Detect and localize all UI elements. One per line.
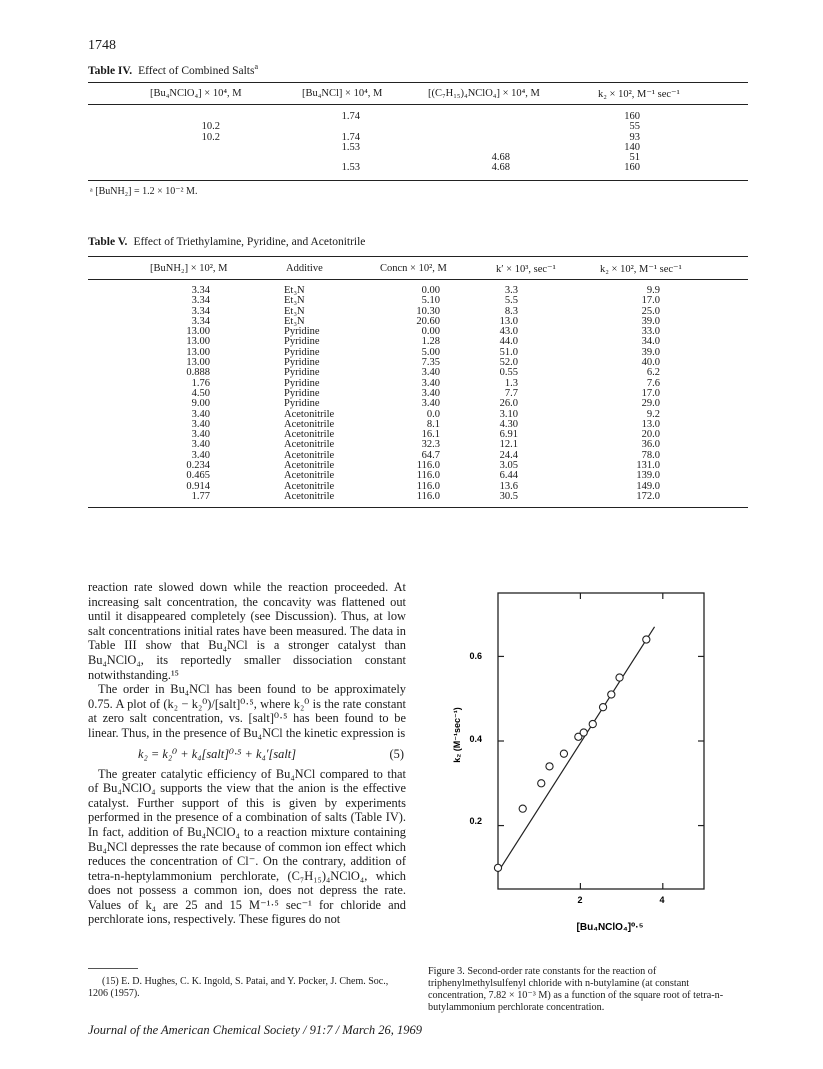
table5-header-1: [BuNH₂] × 10², M (150, 263, 228, 274)
data-point-4 (560, 750, 567, 757)
y-tick-label-0.2: 0.2 (469, 816, 482, 826)
table5-header-4: k′ × 10³, sec⁻¹ (496, 264, 556, 275)
y-axis-ticks (498, 656, 704, 825)
equation-text: k₂ = k₂⁰ + k₄[salt]⁰·⁵ + k₄′[salt] (138, 746, 297, 761)
data-point-0 (494, 864, 501, 871)
table4-col-k2: 160 55 93 140 51 160 (624, 111, 640, 174)
data-point-1 (519, 805, 526, 812)
table4-title: Effect of Combined Salts (138, 64, 255, 77)
table4-title-sup: a (254, 62, 259, 71)
y-tick-label-0.4: 0.4 (469, 734, 482, 744)
table5-header-5: k₂ × 10², M⁻¹ sec⁻¹ (600, 264, 682, 275)
equation-5 (88, 744, 406, 766)
table5-col-additive: Et₃N Et₃N Et₃N Et₃N Pyridine Pyridine Pyridine Pyridine Pyridine Pyridine Pyridine Pyridine Acetonitrile Acetonitrile Acetonitrile Acetonitrile Acetonitrile Acetonitrile Acetonitrile Acetonitrile Acetonitrile (284, 285, 335, 502)
data-point-10 (616, 674, 623, 681)
table5-label: Table V. (88, 236, 128, 248)
table5-col-k2: 9.9 17.0 25.0 39.0 33.0 34.0 39.0 40.0 6.2 7.6 17.0 29.0 9.2 13.0 20.0 36.0 78.0 131.0 139.0 149.0 172.0 (636, 285, 660, 502)
table5-header-2: Additive (286, 263, 323, 274)
table5-col-kprime: 3.3 5.5 8.3 13.0 43.0 44.0 51.0 52.0 0.55 1.3 7.7 26.0 3.10 4.30 6.91 12.1 24.4 3.05 6.44 13.6 30.5 (499, 285, 518, 502)
body-paragraph-2: The order in Bu₄NCl has been found to be approximately 0.75. A plot of (k₂ − k₂⁰)/[salt]⁰·⁵, where k₂⁰ is the rate constant at zero salt concentration, vs. [salt]⁰·⁵ has been found to be linear. Thus, in the presence of Bu₄NCl the kinetic expression is (88, 682, 406, 740)
table5-title: Effect of Triethylamine, Pyridine, and Acetonitrile (133, 236, 366, 248)
table4-footnote: ᵃ [BuNH₂] = 1.2 × 10⁻² M. (90, 186, 198, 197)
table5-header-rule (88, 279, 748, 280)
table4-header-2: [Bu₄NCl] × 10⁴, M (302, 88, 383, 99)
table5-col-bunh2: 3.34 3.34 3.34 3.34 13.00 13.00 13.00 13.00 0.888 1.76 4.50 9.00 3.40 3.40 3.40 3.40 3.40 0.234 0.465 0.914 1.77 (186, 285, 210, 502)
table4-header-3: [(C₇H₁₅)₄NClO₄] × 10⁴, M (428, 88, 540, 99)
data-point-8 (599, 704, 606, 711)
data-point-3 (546, 763, 553, 770)
table4-col-bu4nclo4: 10.2 10.2 (201, 121, 220, 143)
fit-line-group (498, 627, 655, 872)
fit-line (498, 627, 655, 872)
journal-footer (88, 1023, 422, 1038)
x-tick-label-2: 2 (577, 895, 583, 905)
plot-frame (498, 593, 704, 889)
x-axis-ticks (580, 593, 662, 889)
table4-bottom-rule (88, 180, 748, 181)
data-point-2 (538, 780, 545, 787)
table4-col-c7h15: 4.68 4.68 (491, 152, 510, 174)
table5-top-rule (88, 256, 748, 257)
y-axis-label: k₂ (M⁻¹sec⁻¹) (452, 707, 462, 763)
data-point-7 (589, 720, 596, 727)
page-number: 1748 (88, 38, 116, 53)
table4-header-1: [Bu₄NClO₄] × 10⁴, M (150, 88, 242, 99)
footnote-rule (88, 968, 138, 969)
table4-caption (88, 62, 258, 77)
y-tick-label-0.6: 0.6 (469, 651, 482, 661)
body-text (88, 580, 406, 927)
data-point-6 (580, 729, 587, 736)
table5-bottom-rule (88, 507, 748, 508)
footnote-15: (15) E. D. Hughes, C. K. Ingold, S. Patai, and Y. Pocker, J. Chem. Soc., 1206 (1957). (88, 976, 389, 999)
journal-name: Journal of the American Chemical Society (88, 1023, 300, 1037)
figure-3-plot (452, 585, 730, 955)
table4-label: Table IV. (88, 64, 133, 77)
x-tick-label-4: 4 (659, 895, 665, 905)
body-paragraph-1: reaction rate slowed down while the reaction proceeded. At increasing salt concentration, the concavity was flattened out until it disappeared completely (see Discussion). Thus, at low salt concentrations initial rates have been measured. The data in Table III show that Bu₄NCl is a stronger catalyst than Bu₄NClO₄, its reportedly smaller dissociation constant notwithstanding.¹⁵ (88, 580, 406, 682)
equation-number: (5) (389, 746, 404, 761)
x-axis-label: [Bu₄NClO₄]⁰·⁵ (576, 922, 644, 933)
data-point-9 (608, 691, 615, 698)
table5-caption (88, 236, 365, 248)
table4-header-rule (88, 104, 748, 105)
data-point-11 (643, 636, 650, 643)
table4-col-bu4ncl: 1.74 1.74 1.53 1.53 (341, 111, 360, 174)
table5-header-3: Concn × 10², M (380, 263, 447, 274)
table5-col-concn: 0.00 5.10 10.30 20.60 0.00 1.28 5.00 7.35 3.40 3.40 3.40 3.40 0.0 8.1 16.1 32.3 64.7 116.0 116.0 116.0 116.0 (416, 285, 440, 502)
figure-3-caption: Figure 3. Second-order rate constants for the reaction of triphenylmethylsulfenyl chloride with n-butylamine (at constant concentration, 7.82 × 10⁻³ M) as a function of the square root of tetra-n-butylammonium perchlorate concentration. (428, 966, 724, 1013)
body-paragraph-3: The greater catalytic efficiency of Bu₄NCl compared to that of Bu₄NClO₄ supports the view that the anion is the effective catalyst. Further support of this is given by experiments performed in the presence of a combination of salts (Table IV). In fact, addition of Bu₄NClO₄ to a reaction mixture containing Bu₄NCl depresses the rate because of common ion effect which reduces the concentration of Cl⁻. On the contrary, addition of tetra-n-heptylammonium perchlorate, (C₇H₁₅)₄NClO₄, which does not possess a common ion, does not depress the rate. Values of k₄ are 25 and 15 M⁻¹·⁵ sec⁻¹ for chloride and perchlorate ions, respectively. These figures do not (88, 766, 406, 927)
table4-top-rule (88, 82, 748, 83)
table4-header-4: k₂ × 10², M⁻¹ sec⁻¹ (598, 89, 680, 100)
journal-issue: / 91:7 / March 26, 1969 (303, 1023, 422, 1037)
